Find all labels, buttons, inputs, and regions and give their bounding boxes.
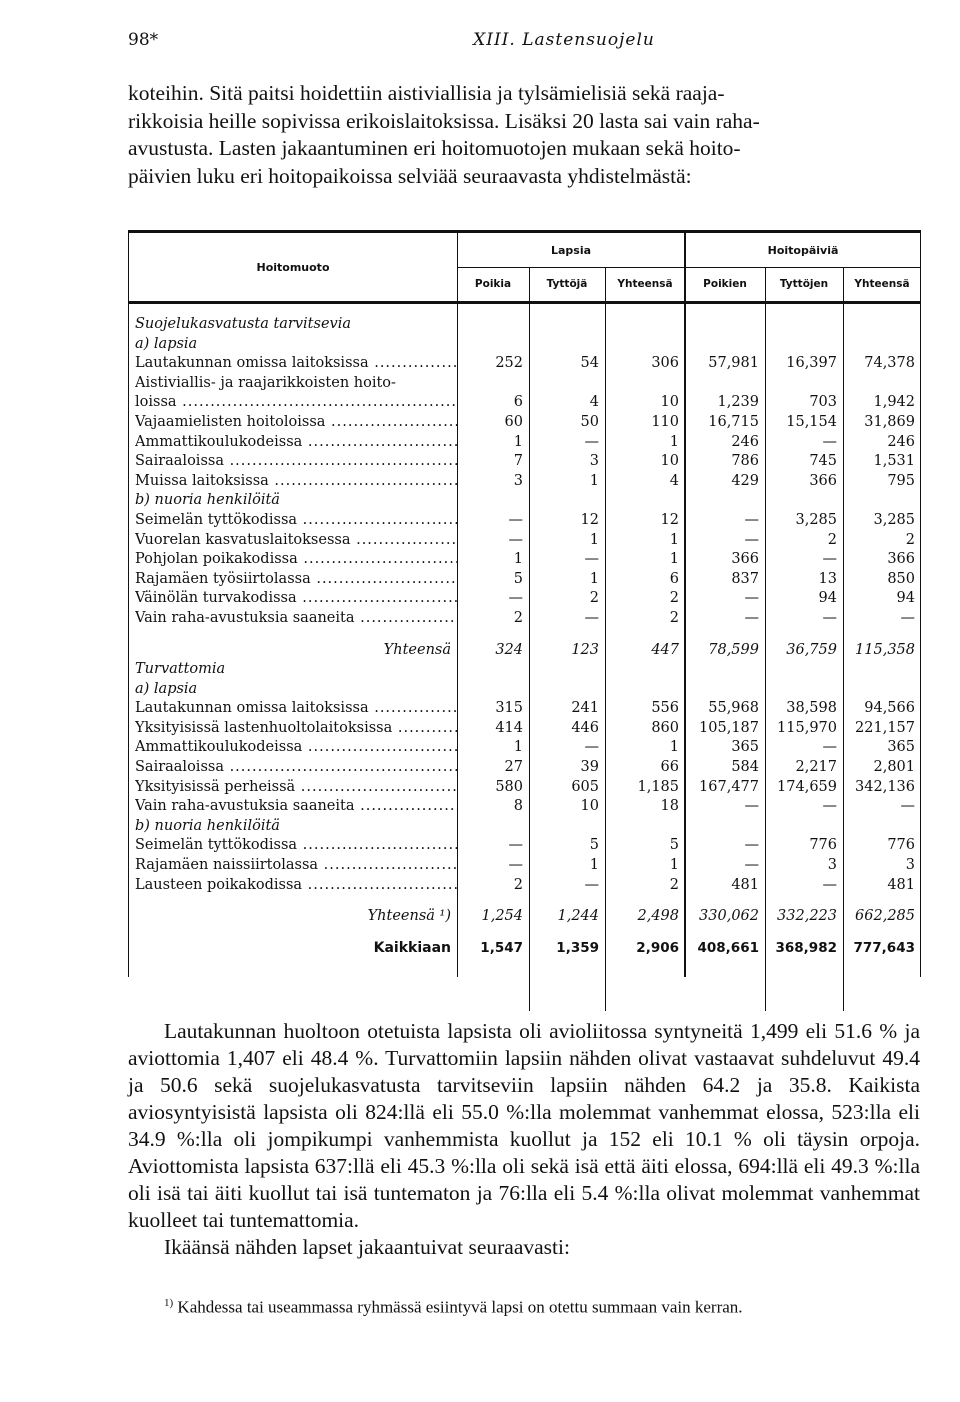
table-cell: 4 <box>589 394 599 411</box>
table-cell: 66 <box>660 759 679 776</box>
paragraph-text: Lautakunnan huoltoon otetuista lapsista oli avioliitossa syntyneitä 1,499 eli 51.6 % ja aviottomia 1,407 eli 48.4 %. Turvattomiin lapsiin nähden olivat vastaavat suhdeluvut 49.4 ja 50.6 sekä suojelukasvatusta tarvitseviin lapsiin nähden 64.2 ja 35.8. Kaikista aviosyntyisistä lapsista oli 824:llä eli 55.0 %:lla molemmat vanhemmat elossa, 523:lla eli 34.9 %:lla oli jompikumpi vanhemmista kuollut ja 152 eli 10.1 % oli täysin orpoja. Aviottomista lapsista 637:llä eli 45.3 %:lla oli sekä isä että äiti elossa, 694:llä eli 49.3 %:lla oli isä tai äiti kuollut tai isä tuntematon ja 76:lla eli 5.4 %:lla olivat molemmat vanhemmat kuolleet tai tuntemattomia. <box>128 1019 920 1232</box>
col-tyttoja: Tyttöjä <box>546 278 588 290</box>
table-cell: 2,801 <box>873 759 915 776</box>
row-gap <box>129 895 921 907</box>
table-cell: 38,598 <box>786 700 837 717</box>
table-cell: — <box>508 590 523 607</box>
table-cell: 39 <box>580 759 599 776</box>
table-cell: 10 <box>660 453 679 470</box>
table-cell: 584 <box>731 759 759 776</box>
row-label: Turvattomia <box>135 661 226 678</box>
table-cell: 16,397 <box>786 355 837 372</box>
col-yhteensa-lapsia: Yhteensä <box>617 278 673 290</box>
table-cell: 1,547 <box>480 939 523 956</box>
paragraph-text: Ikäänsä nähden lapset jakaantuivat seuraavasti: <box>164 1235 570 1259</box>
table-row <box>129 609 921 629</box>
table-cell: 368,982 <box>775 939 837 956</box>
table-cell: 5 <box>669 837 679 854</box>
table-row <box>129 699 921 719</box>
table-cell: 4 <box>669 472 679 489</box>
table-row <box>129 856 921 876</box>
table-cell: 837 <box>731 570 759 587</box>
row-label: Rajamäen työsiirtolassa ..... <box>135 570 457 590</box>
table-cell: 580 <box>495 778 523 795</box>
table-cell: 54 <box>580 355 599 372</box>
table-cell: — <box>822 798 837 815</box>
table-cell: — <box>584 551 599 568</box>
table-cell: 2 <box>669 590 679 607</box>
table-cell: 115,970 <box>777 719 837 736</box>
table-cell: 342,136 <box>855 778 915 795</box>
table-cell: 324 <box>495 641 523 658</box>
table-cell: — <box>508 531 523 548</box>
table-cell: 5 <box>589 837 599 854</box>
table-cell: — <box>822 739 837 756</box>
row-label: Lautakunnan omissa laitoksissa ..... <box>135 354 457 374</box>
table-cell: 662,285 <box>855 908 915 925</box>
table-cell: 12 <box>580 511 599 528</box>
table-cell: 57,981 <box>708 355 759 372</box>
col-tyttojen: Tyttöjen <box>779 278 829 290</box>
row-label: Yksityisissä perheissä ..... <box>135 778 457 798</box>
table-cell: 2 <box>669 609 679 626</box>
row-label: Sairaaloissa ..... <box>135 758 457 778</box>
table-body <box>129 315 921 958</box>
table-cell: 2 <box>905 531 915 548</box>
table-cell: 94,566 <box>864 700 915 717</box>
row-label: Väinölän turvakodissa ..... <box>135 589 457 609</box>
intro-line: rikkoisia heille sopivissa erikoislaitoksissa. Lisäksi 20 lasta sai vain raha- <box>128 108 760 133</box>
table-cell: 366 <box>731 551 759 568</box>
table-cell: 10 <box>580 798 599 815</box>
page-header <box>128 30 920 56</box>
table-cell: 1,942 <box>873 394 915 411</box>
section-row <box>129 335 921 355</box>
table-cell: 16,715 <box>708 413 759 430</box>
table-cell: 252 <box>495 355 523 372</box>
header-hoitomuoto: Hoitomuoto <box>256 260 330 274</box>
statistics-table <box>128 230 921 977</box>
table-cell: 481 <box>731 876 759 893</box>
page-number: 98* <box>128 30 159 50</box>
table-cell: — <box>584 433 599 450</box>
table-header <box>129 233 921 304</box>
table-cell: 366 <box>809 472 837 489</box>
section-row <box>129 817 921 837</box>
table-cell: 2 <box>827 531 837 548</box>
header-lapsia: Lapsia <box>457 233 685 268</box>
table-cell: 94 <box>818 590 837 607</box>
table-cell: 2 <box>513 609 523 626</box>
table-cell: 246 <box>887 433 915 450</box>
table-row <box>129 570 921 590</box>
table-cell: 8 <box>513 798 523 815</box>
intro-line: päivien luku eri hoitopaikoissa selviää seuraavasta yhdistelmästä: <box>128 163 692 188</box>
row-label: Ammattikoulukodeissa ..... <box>135 738 457 758</box>
table-cell: — <box>900 609 915 626</box>
section-row <box>129 660 921 680</box>
row-label: loissa ..... <box>135 393 457 413</box>
table-cell: 1,359 <box>556 939 599 956</box>
table-cell: 2,906 <box>636 939 679 956</box>
section-row <box>129 374 921 394</box>
table-cell: 18 <box>660 798 679 815</box>
row-label: Lausteen poikakodissa ..... <box>135 876 457 896</box>
table-cell: — <box>822 876 837 893</box>
table-cell: 241 <box>571 700 599 717</box>
table-cell: 481 <box>887 876 915 893</box>
table-cell: 13 <box>818 570 837 587</box>
table-row <box>129 589 921 609</box>
table-cell: 1 <box>513 739 523 756</box>
table-cell: 2 <box>589 590 599 607</box>
row-label: Vain raha-avustuksia saaneita ..... <box>135 797 457 817</box>
table-cell: 3 <box>827 857 837 874</box>
table-cell: — <box>900 798 915 815</box>
table-cell: 1 <box>589 472 599 489</box>
col-poikien: Poikien <box>703 278 747 290</box>
table-cell: 221,157 <box>855 719 915 736</box>
table-cell: 167,477 <box>699 778 759 795</box>
table-cell: 786 <box>731 453 759 470</box>
table-cell: — <box>822 609 837 626</box>
table-cell: 50 <box>580 413 599 430</box>
table-cell: 1,185 <box>637 778 679 795</box>
section-row <box>129 315 921 335</box>
total-row <box>129 907 921 927</box>
table-cell: 3 <box>513 472 523 489</box>
table-row <box>129 413 921 433</box>
table-cell: 7 <box>513 453 523 470</box>
table-cell: 2 <box>513 876 523 893</box>
row-label: Sairaaloissa ..... <box>135 452 457 472</box>
table-cell: 1 <box>669 857 679 874</box>
table-cell: 429 <box>731 472 759 489</box>
row-label: a) lapsia <box>135 335 198 352</box>
table-cell: — <box>744 837 759 854</box>
row-label: Suojelukasvatusta tarvitsevia <box>135 316 352 332</box>
table-cell: — <box>584 739 599 756</box>
table-cell: 1 <box>669 551 679 568</box>
table-cell: 1,244 <box>557 908 599 925</box>
table-cell: 6 <box>513 394 523 411</box>
row-gap <box>129 629 921 641</box>
table-cell: 408,661 <box>697 939 759 956</box>
intro-line: koteihin. Sitä paitsi hoidettiin aistiviallisia ja tylsämielisiä sekä raaja- <box>128 81 725 105</box>
table-row <box>129 472 921 492</box>
table-cell: — <box>508 837 523 854</box>
row-label: Kaikkiaan <box>373 939 451 956</box>
table-cell: 1 <box>589 531 599 548</box>
table-cell: 1 <box>513 433 523 450</box>
table-cell: 27 <box>504 759 523 776</box>
table-cell: — <box>744 798 759 815</box>
table-cell: 12 <box>660 511 679 528</box>
table-cell: 1 <box>513 551 523 568</box>
table-cell: 6 <box>669 570 679 587</box>
table-cell: 1 <box>669 433 679 450</box>
row-label: Vain raha-avustuksia saaneita ..... <box>135 609 457 629</box>
row-label: Rajamäen naissiirtolassa ..... <box>135 856 457 876</box>
table-row <box>129 433 921 453</box>
table-cell: 306 <box>651 355 679 372</box>
footnote-marker: 1) <box>164 1297 174 1309</box>
table-cell: 850 <box>887 570 915 587</box>
table-cell: — <box>744 590 759 607</box>
row-label: Vuorelan kasvatuslaitoksessa ..... <box>135 531 457 551</box>
table-cell: 1 <box>589 857 599 874</box>
table-cell: 745 <box>809 453 837 470</box>
table-cell: 860 <box>651 719 679 736</box>
total-row <box>129 939 921 959</box>
table-row <box>129 778 921 798</box>
table-cell: 36,759 <box>786 641 837 658</box>
table-row <box>129 393 921 413</box>
table-cell: 5 <box>513 570 523 587</box>
table-cell: 365 <box>731 739 759 756</box>
row-label: Yhteensä <box>383 641 451 658</box>
table-cell: — <box>822 433 837 450</box>
table-cell: 2,217 <box>795 759 837 776</box>
intro-line: avustusta. Lasten jakaantuminen eri hoitomuotojen mukaan sekä hoito- <box>128 136 741 160</box>
table-cell: 605 <box>571 778 599 795</box>
table-row <box>129 738 921 758</box>
row-label: b) nuoria henkilöitä <box>135 492 280 509</box>
table-cell: 1,254 <box>481 908 523 925</box>
intro-paragraph <box>128 80 920 190</box>
table-cell: — <box>584 609 599 626</box>
row-label: Aistiviallis- ja raajarikkoisten hoito- <box>135 374 396 391</box>
body-paragraph <box>128 1018 920 1261</box>
table-cell: 1 <box>669 531 679 548</box>
table-cell: 55,968 <box>708 700 759 717</box>
table-cell: 556 <box>651 700 679 717</box>
row-label: Yhteensä ¹) <box>367 908 451 925</box>
table-cell: 776 <box>809 837 837 854</box>
table-cell: — <box>744 857 759 874</box>
chapter-title: XIII. Lastensuojelu <box>473 30 655 50</box>
table-cell: 31,869 <box>864 413 915 430</box>
table-row <box>129 511 921 531</box>
table-cell: 2,498 <box>637 908 679 925</box>
row-gap <box>129 927 921 939</box>
table-cell: 332,223 <box>777 908 837 925</box>
table-cell: 105,187 <box>699 719 759 736</box>
table-cell: 1 <box>589 570 599 587</box>
table-cell: — <box>744 609 759 626</box>
table-cell: 3 <box>905 857 915 874</box>
table-cell: 246 <box>731 433 759 450</box>
row-label: Pohjolan poikakodissa ..... <box>135 550 457 570</box>
table-cell: 1 <box>669 739 679 756</box>
table-cell: 60 <box>504 413 523 430</box>
row-label: Yksityisissä lastenhuoltolaitoksissa ..... <box>135 719 457 739</box>
table-cell: 365 <box>887 739 915 756</box>
table-row <box>129 876 921 896</box>
table-cell: 174,659 <box>777 778 837 795</box>
col-poikia: Poikia <box>474 278 512 290</box>
table-cell: — <box>744 511 759 528</box>
table-row <box>129 797 921 817</box>
row-label: Vajaamielisten hoitoloissa ..... <box>135 413 457 433</box>
table-cell: 115,358 <box>855 641 915 658</box>
table-cell: — <box>744 531 759 548</box>
table-row <box>129 452 921 472</box>
table-cell: 1,239 <box>717 394 759 411</box>
table-cell: 366 <box>887 551 915 568</box>
table-row <box>129 531 921 551</box>
row-label: b) nuoria henkilöitä <box>135 817 280 834</box>
table-row <box>129 550 921 570</box>
table-cell: 446 <box>571 719 599 736</box>
row-label: Seimelän tyttökodissa ..... <box>135 511 457 531</box>
row-label: a) lapsia <box>135 680 198 697</box>
table-cell: 447 <box>651 641 679 658</box>
table-cell: 315 <box>495 700 523 717</box>
table-cell: 2 <box>669 876 679 893</box>
table-cell: 74,378 <box>864 355 915 372</box>
table-cell: 777,643 <box>853 939 915 956</box>
table-cell: 703 <box>809 394 837 411</box>
table-cell: — <box>584 876 599 893</box>
footnote-text: Kahdessa tai useammassa ryhmässä esiintyvä lapsi on otettu summaan vain kerran. <box>177 1297 743 1317</box>
table-cell: — <box>508 511 523 528</box>
section-row <box>129 680 921 700</box>
table-cell: 3,285 <box>873 511 915 528</box>
table-cell: 94 <box>896 590 915 607</box>
table-row <box>129 719 921 739</box>
table-cell: 3,285 <box>795 511 837 528</box>
table-row <box>129 758 921 778</box>
table-cell: 110 <box>651 413 679 430</box>
table-cell: 15,154 <box>786 413 837 430</box>
row-label: Muissa laitoksissa ..... <box>135 472 457 492</box>
footnote <box>128 1292 920 1319</box>
table-cell: 776 <box>887 837 915 854</box>
col-yhteensa-hoitopaivia: Yhteensä <box>854 278 910 290</box>
table-cell: — <box>508 857 523 874</box>
table-cell: 10 <box>660 394 679 411</box>
table-cell: 414 <box>495 719 523 736</box>
row-label: Lautakunnan omissa laitoksissa ..... <box>135 699 457 719</box>
row-label: Ammattikoulukodeissa ..... <box>135 433 457 453</box>
table-cell: 123 <box>571 641 599 658</box>
table-cell: 795 <box>887 472 915 489</box>
header-hoitopaivia: Hoitopäiviä <box>685 233 921 268</box>
row-label: Seimelän tyttökodissa ..... <box>135 836 457 856</box>
table-row <box>129 836 921 856</box>
table-cell: — <box>822 551 837 568</box>
section-row <box>129 491 921 511</box>
table-cell: 1,531 <box>873 453 915 470</box>
total-row <box>129 641 921 661</box>
table-cell: 78,599 <box>708 641 759 658</box>
table-cell: 330,062 <box>699 908 759 925</box>
table-cell: 3 <box>589 453 599 470</box>
table-row <box>129 354 921 374</box>
